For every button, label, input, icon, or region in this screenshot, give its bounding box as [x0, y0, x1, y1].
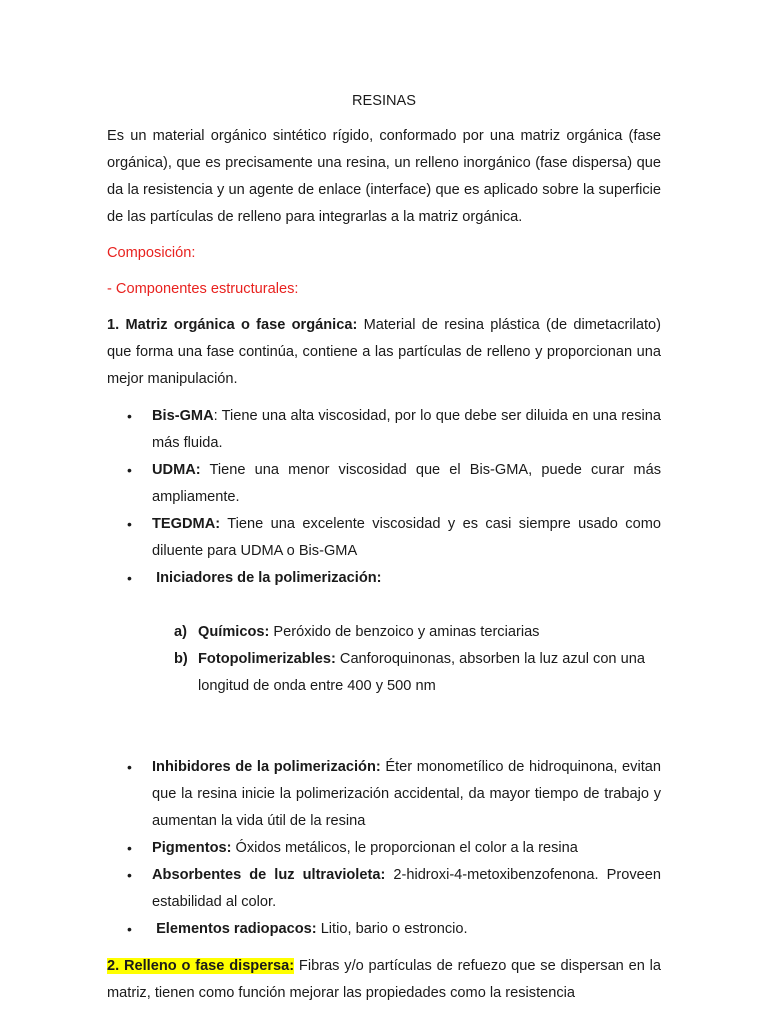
list-item-bis-gma	[107, 403, 661, 457]
components-list	[107, 403, 661, 943]
list-item-radiopacos	[107, 916, 661, 943]
spacer	[107, 303, 661, 312]
list-item-text: Éter monometílico de hidroquinona, evitan que la resina inicie la polimerización accidental, da mayor tiempo de trabajo y aumentan la vida útil de la resina	[152, 759, 661, 829]
document-title: RESINAS	[351, 93, 417, 109]
list-item-label: Iniciadores de la polimerización:	[152, 570, 382, 586]
list-item-text: Tiene una menor viscosidad que el Bis-GMA, puede curar más ampliamente.	[152, 462, 661, 505]
list-item-pigmentos	[107, 835, 661, 862]
list-item-text: Tiene una excelente viscosidad y es casi siempre usado como diluente para UDMA o Bis-GMA	[152, 516, 661, 559]
list-item-tegdma	[107, 511, 661, 565]
spacer	[107, 267, 661, 276]
sublist-item-quimicos	[152, 619, 661, 646]
list-item-text: : Tiene una alta viscosidad, por lo que debe ser diluida en una resina más fluida.	[152, 408, 661, 451]
list-item-udma	[107, 457, 661, 511]
iniciadores-sublist	[152, 619, 661, 700]
list-item-absorbentes	[107, 862, 661, 916]
spacer	[107, 943, 661, 953]
spacer	[107, 231, 661, 240]
list-item-label: Absorbentes de luz ultravioleta:	[152, 867, 386, 883]
list-item-label: UDMA:	[152, 462, 201, 478]
sublist-item-text: Peróxido de benzoico y aminas terciarias	[269, 624, 540, 640]
list-item-label: Inhibidores de la polimerización:	[152, 759, 381, 775]
relleno-label: 2. Relleno o fase dispersa:	[107, 958, 295, 974]
componentes-heading: - Componentes estructurales:	[107, 281, 299, 297]
sublist-item-text: Canforoquinonas, absorben la luz azul con una longitud de onda entre 400 y 500 nm	[198, 651, 645, 694]
sublist-item-fotopolimerizables	[152, 646, 661, 700]
sublist-item-label: Químicos:	[198, 624, 270, 640]
list-item-text: Litio, bario o estroncio.	[316, 921, 468, 937]
list-item-text: Óxidos metálicos, le proporcionan el color a la resina	[231, 840, 578, 856]
sublist-marker: a)	[174, 624, 187, 640]
list-item-inhibidores	[107, 754, 661, 835]
relleno-text: Fibras y/o partículas de refuezo que se dispersan en la matriz, tienen como función mejorar las propiedades como la resistencia	[107, 958, 661, 1001]
matriz-text: Material de resina plástica (de dimetacrilato) que forma una fase continúa, contiene a las partículas de relleno y proporcionan una mejor manipulación.	[107, 317, 661, 387]
list-item-label: TEGDMA:	[152, 516, 221, 532]
composicion-heading: Composición:	[107, 245, 196, 261]
sublist-marker: b)	[174, 651, 188, 667]
intro-paragraph: Es un material orgánico sintético rígido, conformado por una matriz orgánica (fase orgánica), que es precisamente una resina, un relleno inorgánico (fase dispersa) que da la resistencia y un agente de enlace (interface) que es aplicado sobre la superficie de las partículas de relleno para integrarlas a la matriz orgánica.	[107, 128, 661, 225]
relleno-paragraph	[107, 953, 661, 1007]
list-item-iniciadores	[107, 565, 661, 754]
matriz-paragraph	[107, 312, 661, 393]
list-item-text: 2-hidroxi-4-metoxibenzofenona. Proveen estabilidad al color.	[152, 867, 661, 910]
list-item-label: Bis-GMA	[152, 408, 214, 424]
matriz-label: 1. Matriz orgánica o fase orgánica:	[107, 317, 358, 333]
spacer	[107, 393, 661, 403]
list-item-label: Elementos radiopacos:	[152, 921, 317, 937]
sublist-item-label: Fotopolimerizables:	[198, 651, 336, 667]
list-item-label: Pigmentos:	[152, 840, 232, 856]
